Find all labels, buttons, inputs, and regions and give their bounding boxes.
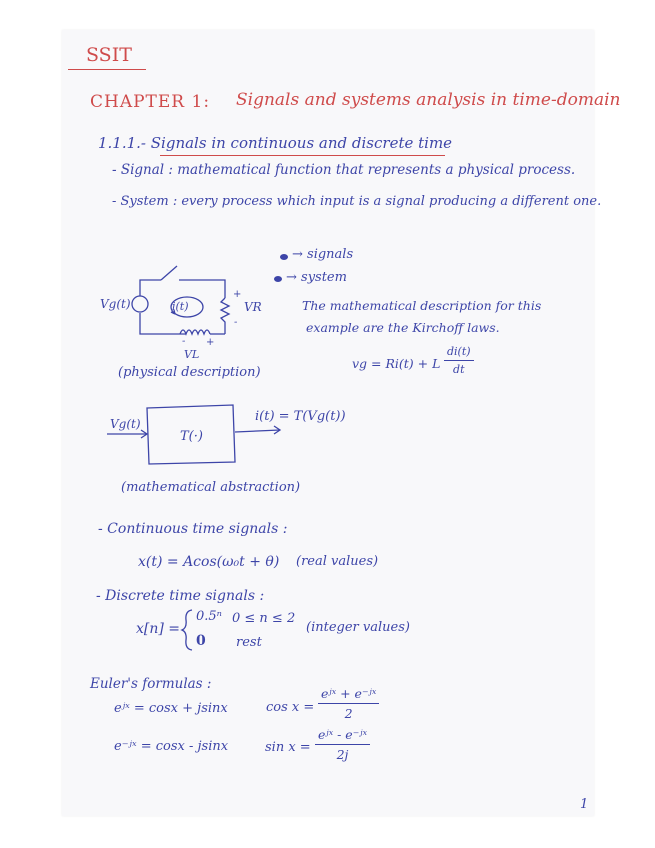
discrete-note: (integer values) — [306, 620, 410, 635]
discrete-brace-icon — [180, 608, 194, 652]
course-underline — [68, 69, 146, 70]
euler-heading: Euler's formulas : — [90, 676, 212, 692]
signal-definition: - Signal : mathematical function that represents a physical process. — [112, 162, 576, 178]
current-label: i(t) — [172, 300, 189, 313]
physical-caption: (physical description) — [118, 365, 261, 380]
description-line-2: example are the Kirchoff laws. — [306, 320, 500, 335]
vr-label: VR — [244, 300, 262, 314]
block-input-label: Vg(t) — [110, 417, 141, 431]
discrete-heading: - Discrete time signals : — [96, 588, 265, 604]
discrete-case1-condition: 0 ≤ n ≤ 2 — [232, 611, 296, 626]
euler-formula-1: eʲˣ = cosx + jsinx — [114, 701, 228, 716]
description-line-1: The mathematical description for this — [302, 298, 542, 313]
system-definition: - System : every process which input is a signal producing a different one. — [112, 194, 602, 209]
derivative-numerator: di(t) — [444, 345, 474, 361]
vr-plus: + — [233, 289, 242, 300]
derivative-denominator: dt — [453, 363, 465, 376]
course-code: SSIT — [86, 44, 132, 66]
cos-fraction — [318, 686, 379, 721]
vr-minus: - — [234, 317, 238, 328]
sin-denominator: 2j — [336, 747, 349, 762]
chapter-title: Signals and systems analysis in time-domain — [236, 90, 621, 110]
signals-marker-icon — [280, 254, 288, 260]
discrete-case2-condition: rest — [236, 635, 262, 650]
continuous-heading: - Continuous time signals : — [98, 521, 288, 537]
discrete-case2-value: 0 — [196, 633, 206, 649]
vl-plus: + — [206, 337, 215, 348]
vl-label: VL — [184, 348, 200, 361]
page-number: 1 — [580, 797, 589, 812]
discrete-case1-value: 0.5ⁿ — [196, 609, 222, 624]
section-underline — [160, 155, 445, 156]
sin-fraction — [315, 727, 370, 762]
legend-signals: → signals — [292, 247, 354, 262]
continuous-formula: x(t) = Acos(ω₀t + θ) — [138, 554, 280, 570]
vg-label: Vg(t) — [100, 297, 131, 311]
legend-system: → system — [286, 270, 347, 285]
block-function: T(·) — [180, 429, 203, 444]
system-marker-icon — [274, 276, 282, 282]
chapter-number: CHAPTER 1: — [90, 92, 211, 112]
euler-formula-2: e⁻ʲˣ = cosx - jsinx — [114, 739, 229, 754]
block-output-label: i(t) = T(Vg(t)) — [255, 409, 346, 424]
sin-lhs: sin x = — [265, 740, 311, 755]
cos-lhs: cos x = — [266, 700, 315, 715]
vl-minus: - — [182, 336, 186, 347]
kirchoff-derivative — [444, 345, 474, 376]
kirchoff-equation: vg = Ri(t) + L — [352, 356, 441, 371]
discrete-lhs: x[n] = — [136, 621, 181, 637]
cos-denominator: 2 — [344, 706, 353, 721]
abstraction-caption: (mathematical abstraction) — [121, 480, 301, 495]
cos-numerator: eʲˣ + e⁻ʲˣ — [318, 686, 379, 704]
continuous-note: (real values) — [296, 554, 379, 569]
section-heading: 1.1.1.- Signals in continuous and discrete time — [98, 134, 453, 152]
sin-numerator: eʲˣ - e⁻ʲˣ — [315, 727, 370, 745]
